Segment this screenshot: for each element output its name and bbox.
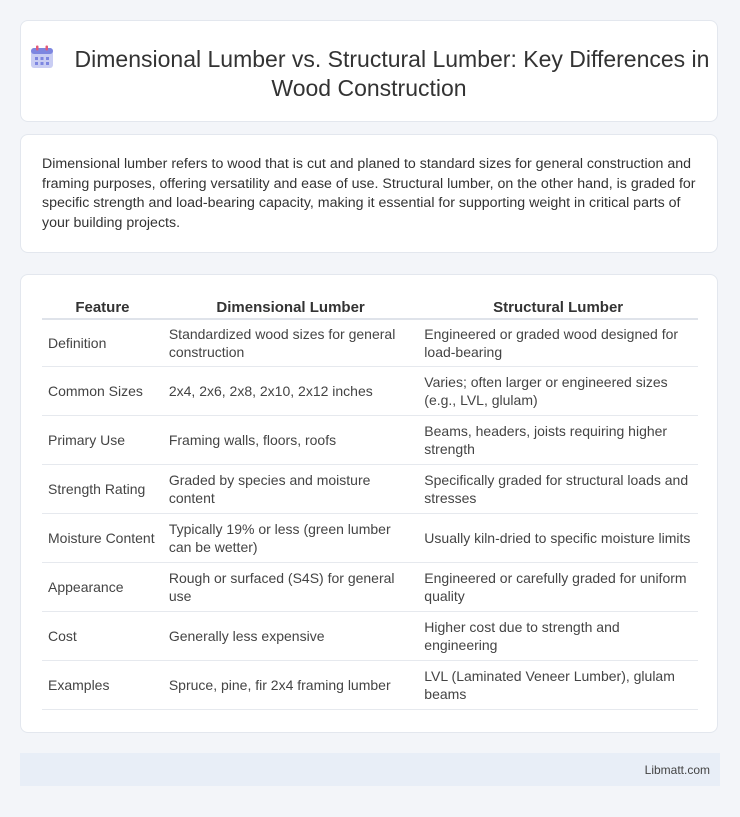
feature-cell: Definition: [42, 319, 163, 366]
dimensional-cell: Standardized wood sizes for general construction: [163, 319, 418, 366]
dimensional-cell: Rough or surfaced (S4S) for general use: [163, 562, 418, 611]
structural-cell: Specifically graded for structural loads and stresses: [418, 464, 698, 513]
intro-paragraph: Dimensional lumber refers to wood that is cut and planed to standard sizes for general construction and framing purposes, offering versatility and ease of use. Structural lumber, on the other hand, is graded for specific strength and load-bearing capacity, making it essential for supporting weight in critical parts of your building projects.: [42, 156, 696, 231]
page-title: Dimensional Lumber vs. Structural Lumber: Key Differences in Wood Construction: [74, 46, 710, 101]
dimensional-cell: Generally less expensive: [163, 611, 418, 660]
feature-cell: Examples: [42, 660, 163, 709]
calendar-icon: [29, 44, 55, 70]
footer-site-link[interactable]: Libmatt.com: [644, 763, 710, 777]
table-row: [42, 319, 698, 366]
intro-card: [20, 134, 718, 253]
page-title-wrap: [21, 44, 717, 103]
structural-cell: Usually kiln-dried to specific moisture limits: [418, 513, 698, 562]
dimensional-cell: 2x4, 2x6, 2x8, 2x10, 2x12 inches: [163, 366, 418, 415]
structural-cell: LVL (Laminated Veneer Lumber), glulam beams: [418, 660, 698, 709]
feature-cell: Cost: [42, 611, 163, 660]
structural-cell: Varies; often larger or engineered sizes (e.g., LVL, glulam): [418, 366, 698, 415]
dimensional-cell: Framing walls, floors, roofs: [163, 415, 418, 464]
table-row: [42, 611, 698, 660]
table-row: [42, 464, 698, 513]
feature-cell: Appearance: [42, 562, 163, 611]
feature-cell: Strength Rating: [42, 464, 163, 513]
table-row: [42, 366, 698, 415]
table-row: [42, 415, 698, 464]
feature-cell: Primary Use: [42, 415, 163, 464]
comparison-card: [20, 274, 718, 733]
table-header-row: [42, 296, 698, 319]
header-feature: Feature: [42, 296, 163, 319]
footer-bar: [20, 753, 720, 786]
table-row: [42, 660, 698, 709]
structural-cell: Engineered or graded wood designed for load-bearing: [418, 319, 698, 366]
comparison-table: [42, 296, 698, 710]
table-row: [42, 513, 698, 562]
structural-cell: Engineered or carefully graded for uniform quality: [418, 562, 698, 611]
feature-cell: Moisture Content: [42, 513, 163, 562]
structural-cell: Beams, headers, joists requiring higher strength: [418, 415, 698, 464]
dimensional-cell: Typically 19% or less (green lumber can be wetter): [163, 513, 418, 562]
table-row: [42, 562, 698, 611]
dimensional-cell: Graded by species and moisture content: [163, 464, 418, 513]
feature-cell: Common Sizes: [42, 366, 163, 415]
title-card: [20, 20, 718, 122]
dimensional-cell: Spruce, pine, fir 2x4 framing lumber: [163, 660, 418, 709]
header-dimensional: Dimensional Lumber: [163, 296, 418, 319]
header-structural: Structural Lumber: [418, 296, 698, 319]
structural-cell: Higher cost due to strength and engineering: [418, 611, 698, 660]
